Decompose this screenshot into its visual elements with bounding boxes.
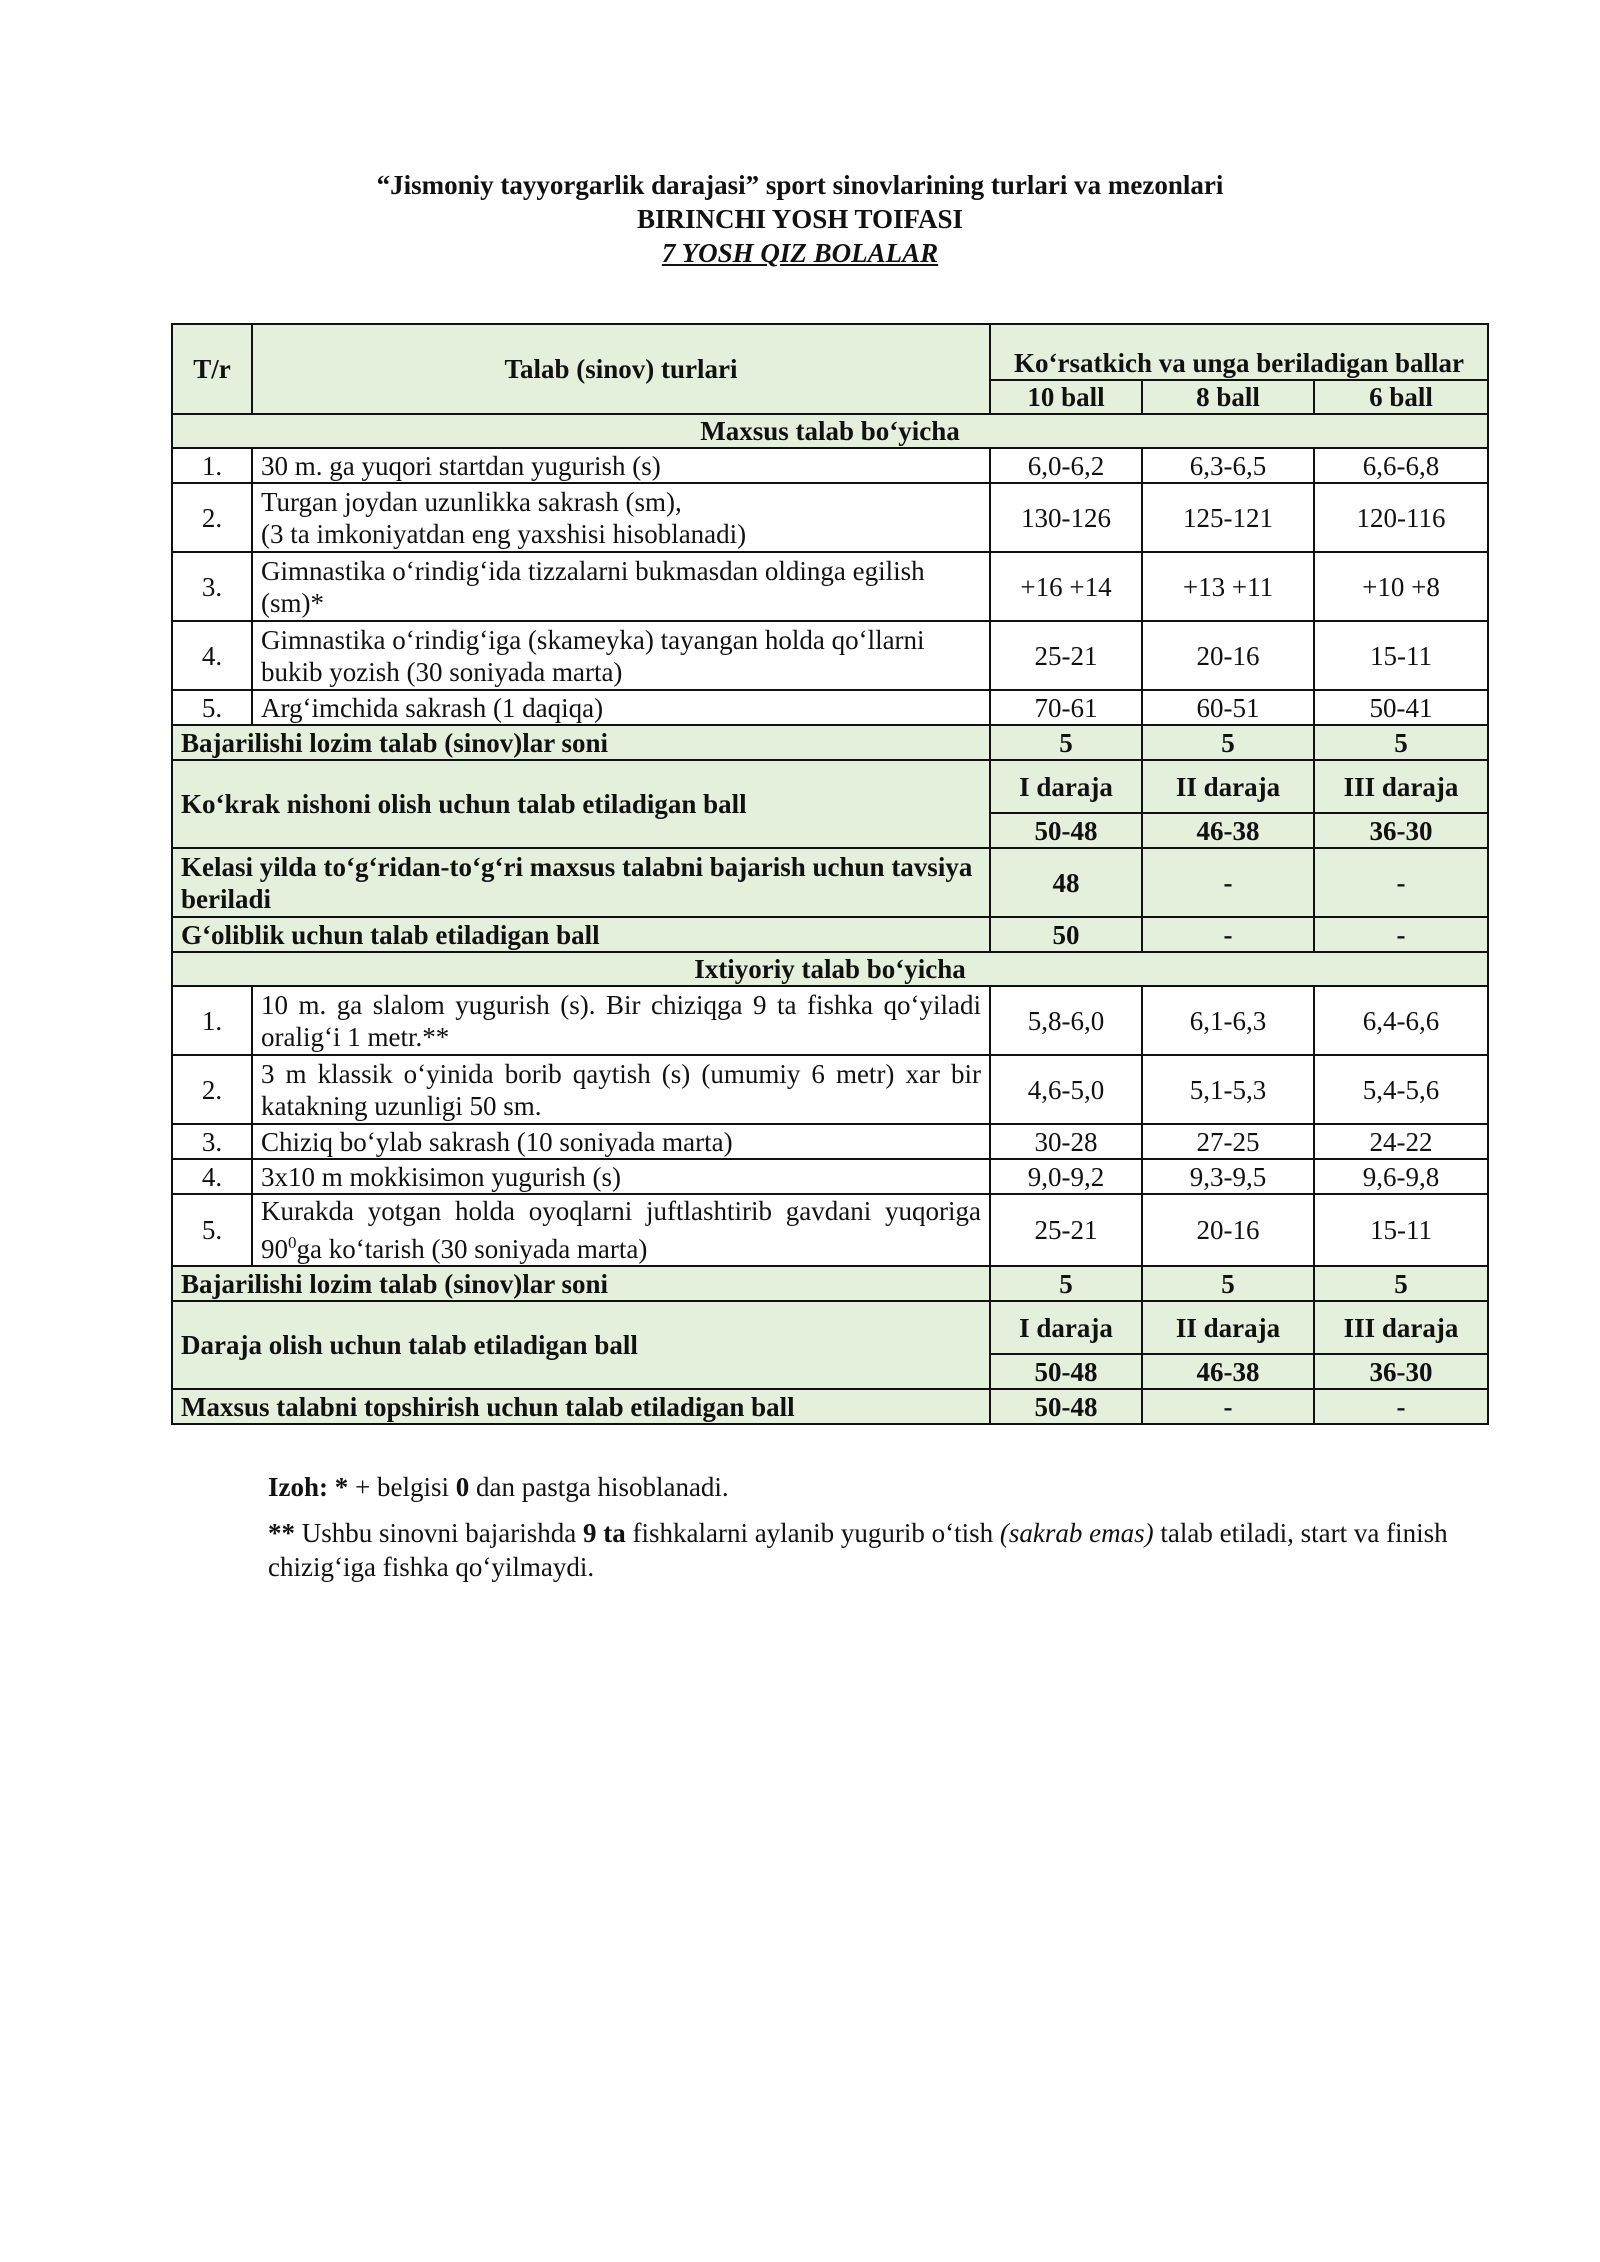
header-8-ball: 8 ball	[1142, 380, 1314, 414]
value-8: 9,3-9,5	[1142, 1159, 1314, 1194]
degree-superscript: 0	[288, 1233, 297, 1252]
degree-2: II daraja	[1142, 760, 1314, 813]
test-name-line-1: Turgan joydan uzunlikka sakrash (sm),	[261, 486, 682, 517]
required-6: 5	[1314, 1266, 1488, 1301]
test-name: 10 m. ga slalom yugurish (s). Bir chiziqga 9 ta fishka qo‘yiladi oralig‘i 1 metr.**	[252, 986, 990, 1055]
table-row	[172, 448, 1488, 483]
note-2-text-b: fishkalarni aylanib yugurib o‘tish	[625, 1518, 1000, 1548]
test-name: 3x10 m mokkisimon yugurish (s)	[252, 1159, 990, 1194]
special-row	[172, 1389, 1488, 1424]
note-double-star: **	[268, 1518, 295, 1548]
header-types: Talab (sinov) turlari	[252, 324, 990, 414]
note-italic: (sakrab emas)	[999, 1518, 1154, 1548]
note-2	[268, 1516, 1448, 1584]
row-number: 3.	[172, 552, 252, 621]
row-number: 2.	[172, 483, 252, 552]
value-8: 5,1-5,3	[1142, 1055, 1314, 1124]
value-10: 130-126	[990, 483, 1142, 552]
value-8: 6,1-6,3	[1142, 986, 1314, 1055]
value-10: 25-21	[990, 621, 1142, 690]
row-number: 1.	[172, 986, 252, 1055]
value-10: +16 +14	[990, 552, 1142, 621]
test-name: 3 m klassik o‘yinida borib qaytish (s) (umumiy 6 metr) xar bir katakning uzunligi 50 sm.	[252, 1055, 990, 1124]
value-10: 9,0-9,2	[990, 1159, 1142, 1194]
row-number: 4.	[172, 1159, 252, 1194]
notes	[268, 1470, 1448, 1596]
row-number: 5.	[172, 690, 252, 725]
row-number: 5.	[172, 1194, 252, 1266]
note-zero: 0	[455, 1472, 470, 1502]
header-indicator: Ko‘rsatkich va unga beriladigan ballar	[990, 324, 1488, 380]
winner-8: -	[1142, 917, 1314, 952]
standards-table	[171, 323, 1489, 1425]
header-tr: T/r	[172, 324, 252, 414]
note-1-text-b: dan pastga hisoblanadi.	[469, 1472, 729, 1502]
value-10: 5,8-6,0	[990, 986, 1142, 1055]
section-title-maxsus: Maxsus talab bo‘yicha	[172, 414, 1488, 448]
test-name-part-2: ga ko‘tarish (30 soniyada marta)	[296, 1234, 648, 1264]
test-name: Arg‘imchida sakrash (1 daqiqa)	[252, 690, 990, 725]
degree-1: I daraja	[990, 760, 1142, 813]
value-8: 6,3-6,5	[1142, 448, 1314, 483]
value-10: 70-61	[990, 690, 1142, 725]
value-10: 4,6-5,0	[990, 1055, 1142, 1124]
winner-10: 50	[990, 917, 1142, 952]
degree-label: Daraja olish uchun talab etiladigan ball	[172, 1301, 990, 1389]
special-6: -	[1314, 1389, 1488, 1424]
winner-6: -	[1314, 917, 1488, 952]
degree-row	[172, 1301, 1488, 1354]
value-8: 20-16	[1142, 621, 1314, 690]
table-row	[172, 1194, 1488, 1266]
note-star: *	[334, 1472, 349, 1502]
value-6: 15-11	[1314, 621, 1488, 690]
table-row	[172, 1124, 1488, 1159]
recommend-label: Kelasi yilda to‘g‘ridan-to‘g‘ri maxsus talabni bajarish uchun tavsiya beriladi	[172, 848, 990, 917]
special-8: -	[1142, 1389, 1314, 1424]
special-label: Maxsus talabni topshirish uchun talab etiladigan ball	[172, 1389, 990, 1424]
table-row	[172, 483, 1488, 552]
degree-3: III daraja	[1314, 760, 1488, 813]
required-count-label: Bajarilishi lozim talab (sinov)lar soni	[172, 1266, 990, 1301]
value-6: 15-11	[1314, 1194, 1488, 1266]
degree-3-score: 36-30	[1314, 813, 1488, 848]
value-8: 27-25	[1142, 1124, 1314, 1159]
value-8: 125-121	[1142, 483, 1314, 552]
header-10-ball: 10 ball	[990, 380, 1142, 414]
note-2-text-c: talab etiladi, start va finish chizig‘iga fishka qo‘yilmaydi.	[268, 1518, 1448, 1582]
degree-3: III daraja	[1314, 1301, 1488, 1354]
recommend-8: -	[1142, 848, 1314, 917]
value-10: 30-28	[990, 1124, 1142, 1159]
degree-2: II daraja	[1142, 1301, 1314, 1354]
document-title: “Jismoniy tayyorgarlik darajasi” sport sinovlarining turlari va mezonlari	[376, 170, 1224, 200]
required-8: 5	[1142, 1266, 1314, 1301]
table-row	[172, 690, 1488, 725]
degree-3-score: 36-30	[1314, 1354, 1488, 1389]
required-count-row	[172, 725, 1488, 760]
title-block	[0, 168, 1600, 270]
test-name: Gimnastika o‘rindig‘iga (skameyka) tayangan holda qo‘llarni bukib yozish (30 soniyada marta)	[252, 621, 990, 690]
value-6: 6,4-6,6	[1314, 986, 1488, 1055]
special-10: 50-48	[990, 1389, 1142, 1424]
winner-label: G‘oliblik uchun talab etiladigan ball	[172, 917, 990, 952]
value-6: 5,4-5,6	[1314, 1055, 1488, 1124]
table-row	[172, 1159, 1488, 1194]
required-count-row-2	[172, 1266, 1488, 1301]
note-nine: 9 ta	[582, 1518, 626, 1548]
badge-label: Ko‘krak nishoni olish uchun talab etiladigan ball	[172, 760, 990, 848]
required-10: 5	[990, 725, 1142, 760]
value-6: 9,6-9,8	[1314, 1159, 1488, 1194]
degree-2-score: 46-38	[1142, 1354, 1314, 1389]
badge-row	[172, 760, 1488, 813]
note-1	[268, 1470, 1448, 1504]
required-10: 5	[990, 1266, 1142, 1301]
winner-row	[172, 917, 1488, 952]
required-count-label: Bajarilishi lozim talab (sinov)lar soni	[172, 725, 990, 760]
value-10: 25-21	[990, 1194, 1142, 1266]
age-category-title: BIRINCHI YOSH TOIFASI	[636, 204, 964, 234]
degree-1: I daraja	[990, 1301, 1142, 1354]
test-name-line-2: (3 ta imkoniyatdan eng yaxshisi hisoblanadi)	[261, 518, 747, 549]
required-8: 5	[1142, 725, 1314, 760]
row-number: 2.	[172, 1055, 252, 1124]
value-8: +13 +11	[1142, 552, 1314, 621]
table-row	[172, 986, 1488, 1055]
row-number: 3.	[172, 1124, 252, 1159]
degree-1-score: 50-48	[990, 1354, 1142, 1389]
recommend-row	[172, 848, 1488, 917]
value-8: 20-16	[1142, 1194, 1314, 1266]
row-number: 4.	[172, 621, 252, 690]
required-6: 5	[1314, 725, 1488, 760]
degree-2-score: 46-38	[1142, 813, 1314, 848]
row-number: 1.	[172, 448, 252, 483]
test-name-part-1: Kurakda yotgan holda oyoqlarni juftlashtirib gavdani yuqoriga 90	[261, 1196, 981, 1264]
recommend-10: 48	[990, 848, 1142, 917]
value-6: +10 +8	[1314, 552, 1488, 621]
table-row	[172, 552, 1488, 621]
value-8: 60-51	[1142, 690, 1314, 725]
section-title-ixtiyoriy: Ixtiyoriy talab bo‘yicha	[172, 952, 1488, 986]
test-name: Gimnastika o‘rindig‘ida tizzalarni bukmasdan oldinga egilish (sm)*	[252, 552, 990, 621]
value-6: 24-22	[1314, 1124, 1488, 1159]
note-2-text-a: Ushbu sinovni bajarishda	[295, 1518, 583, 1548]
note-1-text-a: + belgisi	[348, 1472, 456, 1502]
recommend-6: -	[1314, 848, 1488, 917]
value-6: 120-116	[1314, 483, 1488, 552]
value-6: 6,6-6,8	[1314, 448, 1488, 483]
header-6-ball: 6 ball	[1314, 380, 1488, 414]
value-6: 50-41	[1314, 690, 1488, 725]
test-name: Chiziq bo‘ylab sakrash (10 soniyada marta)	[252, 1124, 990, 1159]
value-10: 6,0-6,2	[990, 448, 1142, 483]
test-name	[252, 483, 990, 552]
group-subtitle: 7 YOSH QIZ BOLALAR	[661, 238, 939, 268]
table-row	[172, 621, 1488, 690]
note-label: Izoh:	[268, 1472, 328, 1502]
degree-1-score: 50-48	[990, 813, 1142, 848]
table-row	[172, 1055, 1488, 1124]
test-name	[252, 1194, 990, 1266]
test-name: 30 m. ga yuqori startdan yugurish (s)	[252, 448, 990, 483]
